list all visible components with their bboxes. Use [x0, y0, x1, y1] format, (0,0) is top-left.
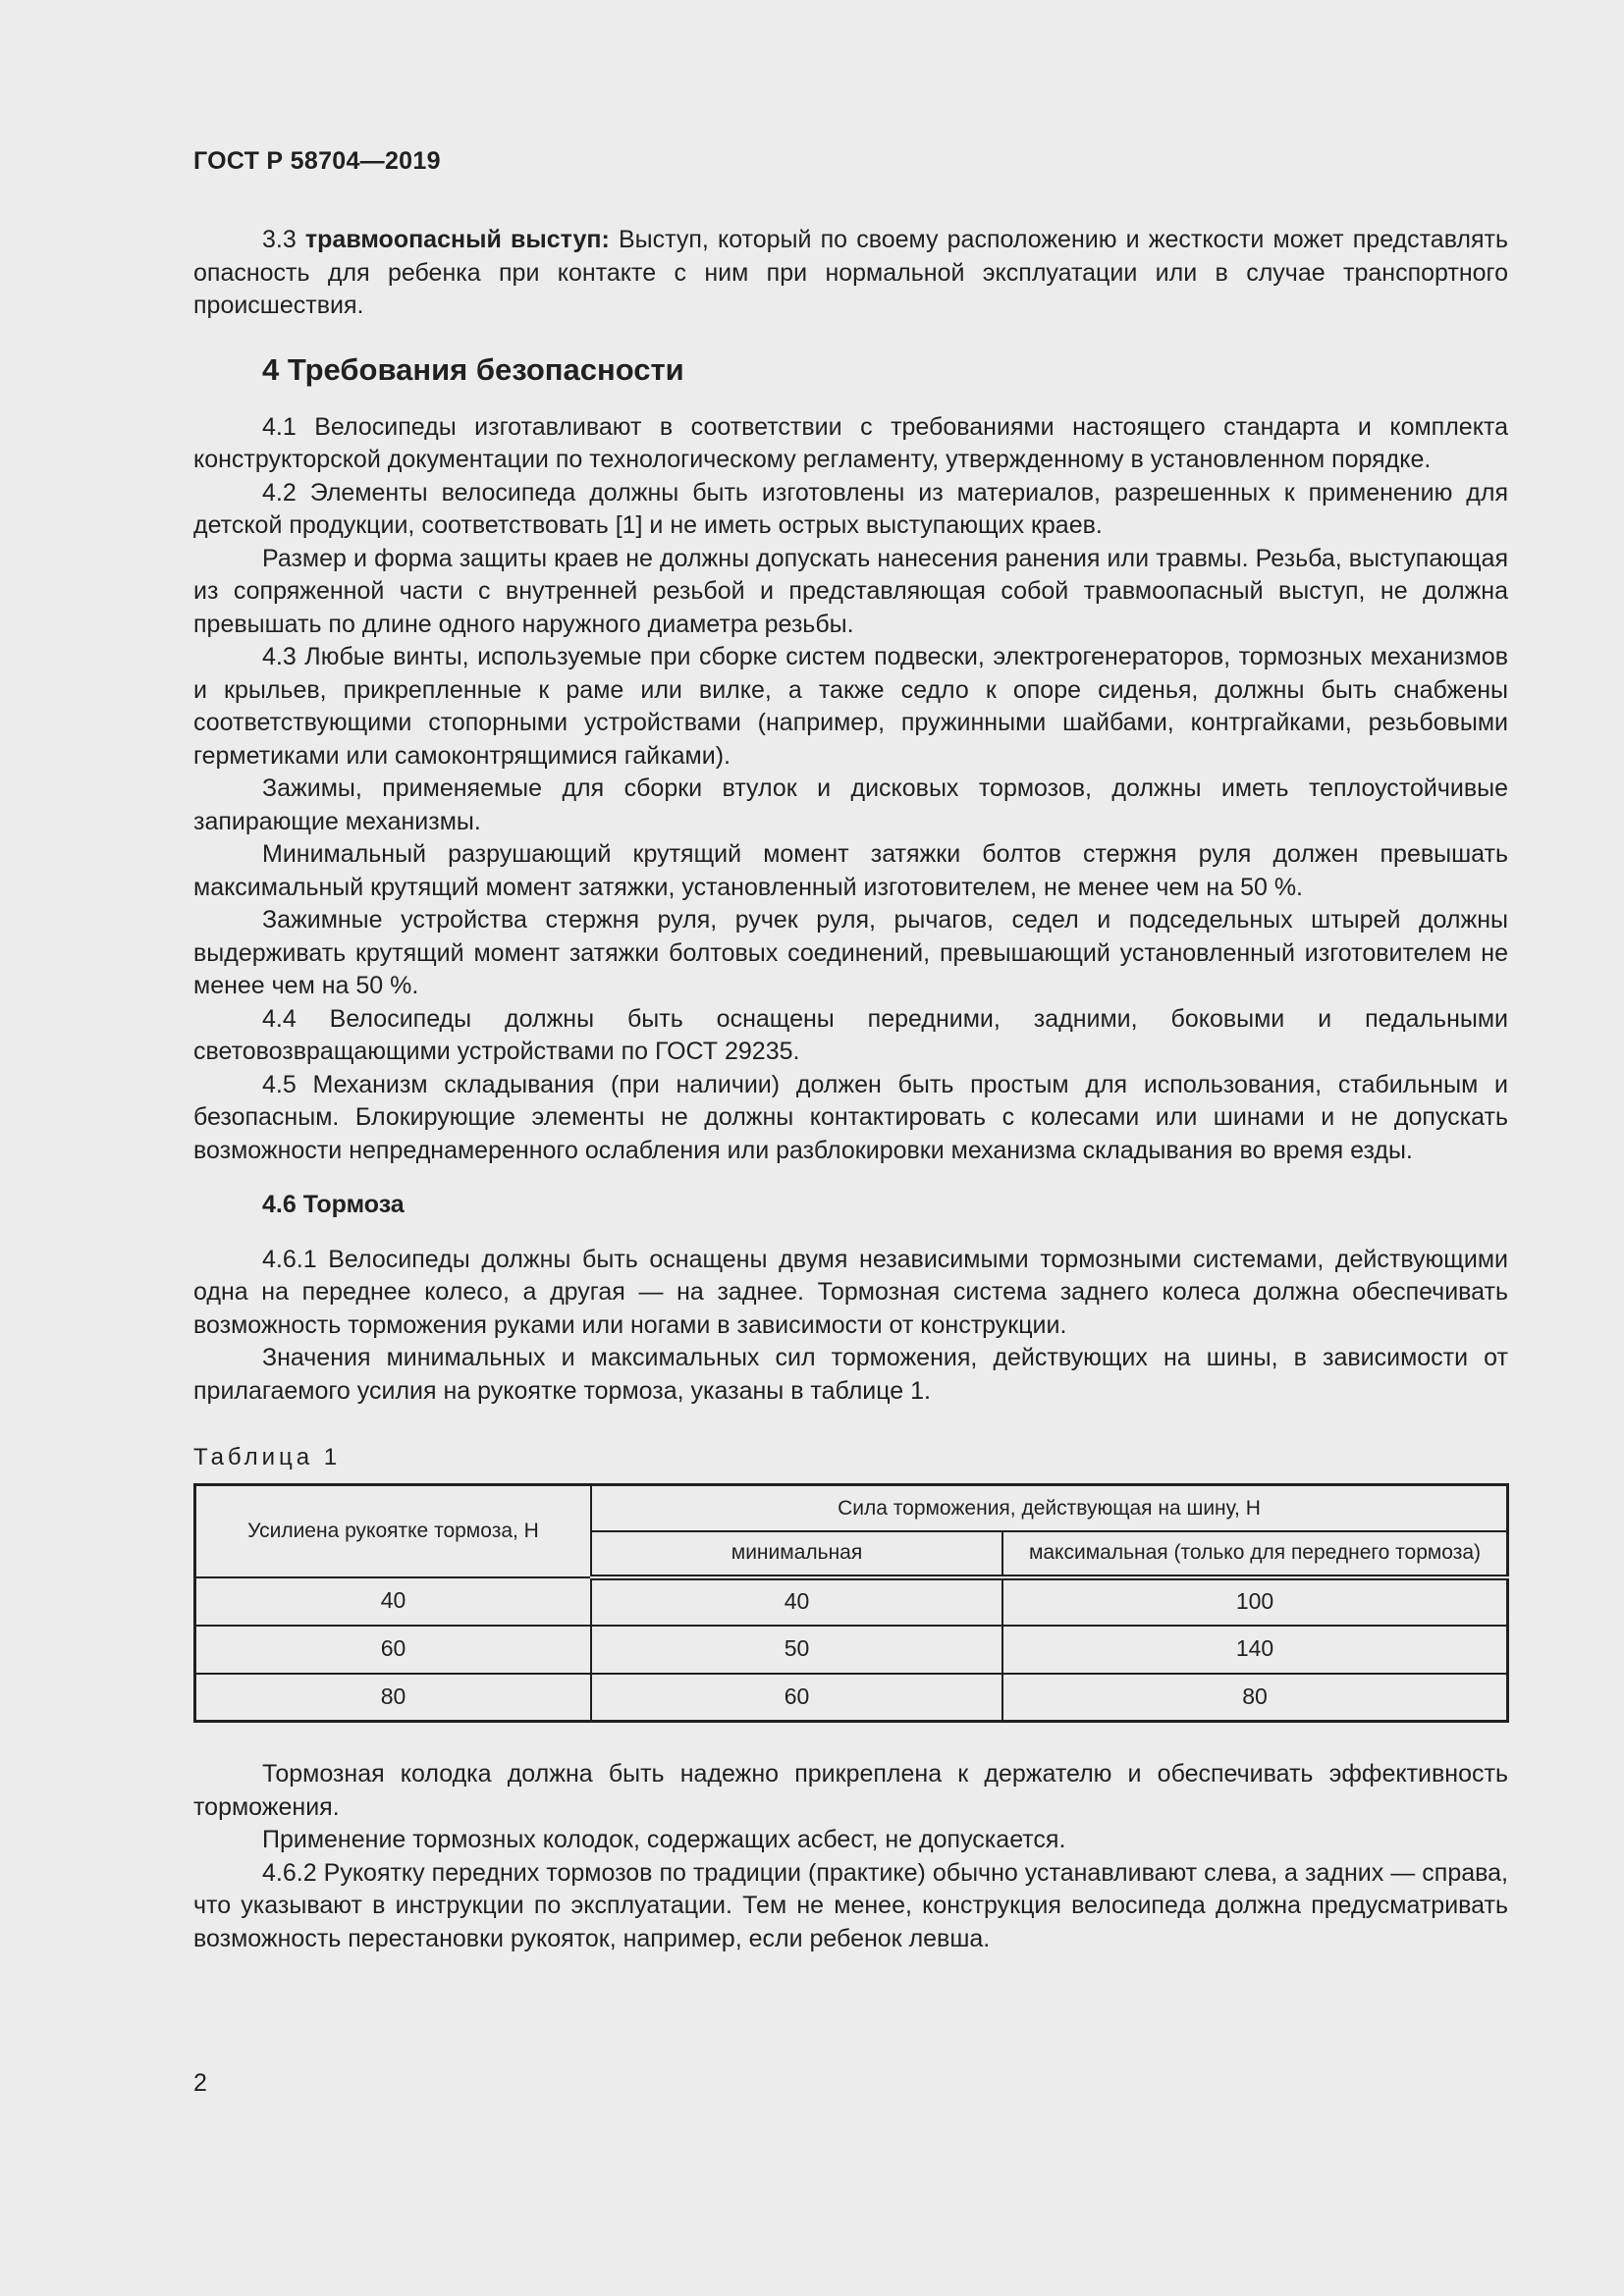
table-cell: 40	[195, 1577, 592, 1626]
paragraph: 4.5 Механизм складывания (при наличии) должен быть простым для использования, стабильным и безопасным. Блокирующие элементы не должны контактировать с колесами или шинами и не допускать возможности непреднамеренного ослабления или разблокировки механизма складывания во время езды.	[193, 1070, 1508, 1164]
definition-text: Выступ, который по своему расположению и жесткости может представлять опасность для ребенка при контакте с ним при нормальной эксплуатации или в случае транспортного происшествия.	[193, 226, 1509, 319]
document-header: ГОСТ Р 58704—2019	[193, 147, 441, 175]
paragraph: Тормозная колодка должна быть надежно прикреплена к держателю и обеспечивать эффективность торможения.	[193, 1760, 1508, 1821]
clause-3-3	[193, 224, 1508, 323]
table-caption: Таблица 1	[193, 1444, 342, 1470]
paragraph: 4.1 Велосипеды изготавливают в соответствии с требованиями настоящего стандарта и комплекта конструкторской документации по технологическому регламенту, утвержденному в установленном порядке.	[193, 412, 1508, 473]
paragraph: Минимальный разрушающий крутящий момент затяжки болтов стержня руля должен превышать максимальный крутящий момент затяжки, установленный изготовителем, не менее чем на 50 %.	[193, 840, 1508, 901]
section-4-paragraphs	[193, 411, 1508, 1168]
paragraph: 4.6.1 Велосипеды должны быть оснащены двумя независимыми тормозными системами, действующими одна на переднее колесо, а другая — на заднее. Тормозная система заднего колеса должна обеспечивать возможность торможения руками или ногами в зависимости от конструкции.	[193, 1245, 1508, 1339]
paragraph: 4.6.2 Рукоятку передних тормозов по традиции (практике) обычно устанавливают слева, а задних — справа, что указывают в инструкции по эксплуатации. Тем не менее, конструкция велосипеда должна предусматривать возможность перестановки рукояток, например, если ребенок левша.	[193, 1858, 1508, 1952]
page-number: 2	[193, 2069, 207, 2097]
table-cell: 140	[1002, 1626, 1508, 1674]
paragraph: 4.3 Любые винты, используемые при сборке систем подвески, электрогенераторов, тормозных механизмов и крыльев, прикрепленные к раме или вилке, а также седло к опоре сиденья, должны быть снабжены соответствующими стопорными устройствами (например, пружинными шайбами, контргайками, резьбовыми герметиками или самоконтрящимися гайками).	[193, 643, 1508, 770]
table-row	[195, 1626, 1508, 1674]
braking-force-table	[193, 1483, 1509, 1723]
paragraph: Зажимы, применяемые для сборки втулок и дисковых тормозов, должны иметь теплоустойчивые запирающие механизмы.	[193, 774, 1508, 835]
paragraph: Зажимные устройства стержня руля, ручек руля, рычагов, седел и подседельных штырей должны выдерживать крутящий момент затяжки болтовых соединений, превышающий установленный изготовителем не менее чем на 50 %.	[193, 906, 1508, 999]
table-cell: 40	[591, 1577, 1002, 1626]
table-cell: 50	[591, 1626, 1002, 1674]
post-table-paragraphs	[193, 1758, 1508, 1955]
table-cell: 80	[195, 1674, 592, 1722]
column-header-min: минимальная	[591, 1531, 1002, 1577]
paragraph: Применение тормозных колодок, содержащих асбест, не допускается.	[262, 1826, 1066, 1853]
column-header-lever-force: Усилиена рукоятке тормоза, Н	[195, 1485, 592, 1577]
paragraph: 4.4 Велосипеды должны быть оснащены передними, задними, боковыми и педальными световозвращающими устройствами по ГОСТ 29235.	[193, 1004, 1508, 1065]
section-4-6-title: 4.6 Тормоза	[262, 1191, 405, 1218]
table-cell: 60	[195, 1626, 592, 1674]
paragraph: Размер и форма защиты краев не должны допускать нанесения ранения или травмы. Резьба, выступающая из сопряженной части с внутренней резьбой и представляющая собой травмоопасный выступ, не должна превышать по длине одного наружного диаметра резьбы.	[193, 544, 1508, 638]
table-cell: 60	[591, 1674, 1002, 1722]
clause-number: 3.3	[262, 226, 305, 253]
column-group-header-braking-force: Сила торможения, действующая на шину, Н	[591, 1485, 1508, 1531]
table-row	[195, 1674, 1508, 1722]
paragraph: 4.2 Элементы велосипеда должны быть изготовлены из материалов, разрешенных к применению для детской продукции, соответствовать [1] и не иметь острых выступающих краев.	[193, 478, 1508, 539]
defined-term: травмоопасный выступ:	[304, 226, 610, 253]
section-4-6-paragraphs	[193, 1244, 1508, 1409]
paragraph: Значения минимальных и максимальных сил торможения, действующих на шины, в зависимости от прилагаемого усилия на рукоятке тормоза, указаны в таблице 1.	[193, 1344, 1508, 1405]
document-body	[193, 224, 1508, 1955]
section-4-title: 4 Требования безопасности	[262, 351, 684, 387]
column-header-max: максимальная (только для переднего тормоза)	[1002, 1531, 1508, 1577]
table-cell: 80	[1002, 1674, 1508, 1722]
table-cell: 100	[1002, 1577, 1508, 1626]
table-row	[195, 1577, 1508, 1626]
